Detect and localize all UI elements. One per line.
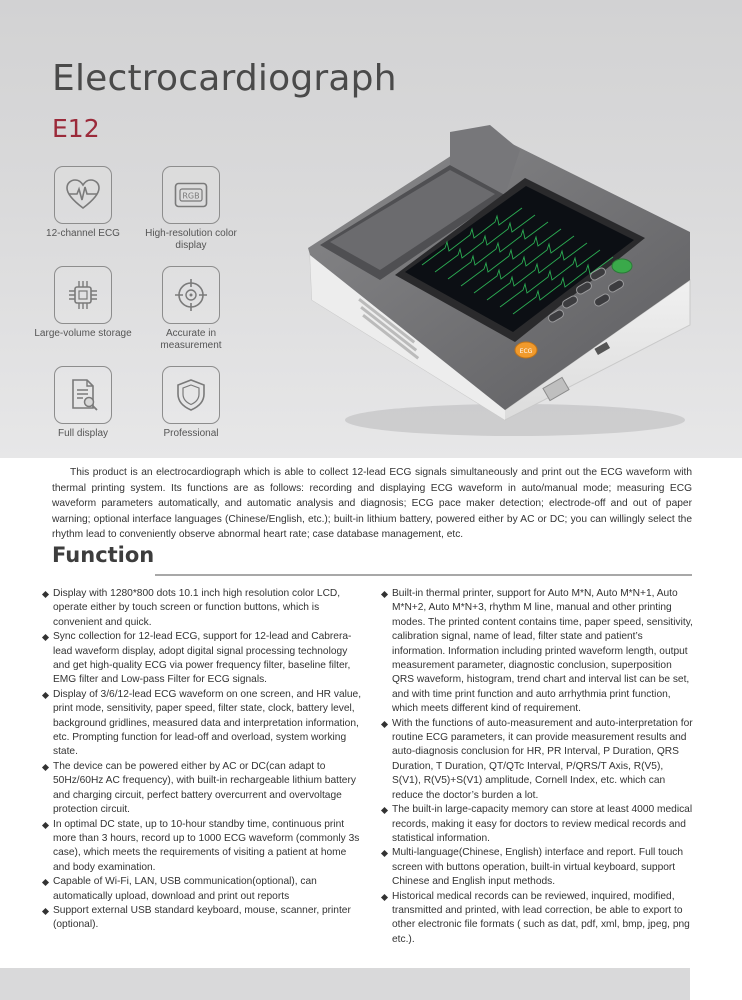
feature-color-display xyxy=(136,166,246,252)
feature-accuracy xyxy=(136,266,246,352)
rgb-display-icon xyxy=(162,166,220,224)
list-item: Multi-language(Chinese, English) interface and report. Full touch screen with buttons operation, built-in virtual keyboard, support Chinese and English input methods. xyxy=(381,846,693,889)
function-list-left xyxy=(42,587,366,933)
feature-full-display xyxy=(28,366,138,440)
list-item: The device can be powered either by AC or DC(can adapt to 50Hz/60Hz AC frequency), with built-in rechargeable lithium battery and charging circuit, perfect battery overcurrent and overvoltage protection circuit. xyxy=(42,760,366,818)
target-icon xyxy=(162,266,220,324)
model-name: E12 xyxy=(52,114,100,143)
svg-text:RGB: RGB xyxy=(182,191,200,201)
list-item: In optimal DC state, up to 10-hour standby time, continuous print more than 3 hours, record up to 1000 ECG waveform (commonly 3s case), which meets the requirements of visiting a patient at home and body examination. xyxy=(42,818,366,876)
ecg-device-image xyxy=(300,120,700,450)
footer-band xyxy=(0,968,690,1000)
section-divider xyxy=(155,574,692,576)
ecg-button-label: ECG xyxy=(519,348,533,355)
feature-label: Full display xyxy=(57,428,109,439)
list-item: Historical medical records can be reviewed, inquired, modified, transmitted and printed, with lead correction, be able to export to other electronic file formats ( such as dat, pdf, xml, bmp, jpeg, png etc.). xyxy=(381,890,693,948)
list-item: The built-in large-capacity memory can store at least 4000 medical records, making it easy for doctors to review medical records and statistical information. xyxy=(381,803,693,846)
shield-icon xyxy=(162,366,220,424)
list-item: With the functions of auto-measurement and auto-interpretation for routine ECG parameters, it can provide measurement results and auto-diagnosis conclusion for HR, PR Interval, P Duration, QRS Duration, T Duration, QT/QTc Interval, P/QRS/T Axis, R(V5), S(V1), R(V5)+S(V1) amplitude, Cornell Index, etc. which can reduce the doctor’s burden a lot. xyxy=(381,717,693,803)
feature-label: Accurate in measurement xyxy=(160,328,222,351)
feature-label: Large-volume storage xyxy=(34,328,132,339)
chip-icon xyxy=(54,266,112,324)
feature-professional xyxy=(136,366,246,440)
list-item: Support external USB standard keyboard, mouse, scanner, printer (optional). xyxy=(42,904,366,933)
feature-12-channel-ecg xyxy=(28,166,138,240)
feature-storage xyxy=(28,266,138,340)
feature-label: High-resolution color display xyxy=(145,228,237,251)
feature-label: Professional xyxy=(163,428,219,439)
intro-paragraph: This product is an electrocardiograph which is able to collect 12-lead ECG signals simultaneously and print out the ECG waveform with thermal printing system. Its functions are as follows: recording and displaying ECG waveform in auto/manual mode; measuring ECG waveform parameters automatically, and automatic analysis and diagnosis; ECG pace maker detection; electrode-off and out of paper warning; optional interface languages (Chinese/English, etc.); built-in lithium battery, powered either by AC or DC; you can willingly select the rhythm lead to conveniently observe abnormal heart rate; case database management, etc. xyxy=(52,467,692,541)
page-title: Electrocardiograph xyxy=(52,58,397,99)
list-item: Display with 1280*800 dots 10.1 inch high resolution color LCD, operate either by touch screen or function buttons, which is convenient and quick. xyxy=(42,587,366,630)
hero-banner xyxy=(0,0,742,458)
heart-ecg-icon xyxy=(54,166,112,224)
feature-label: 12-channel ECG xyxy=(46,228,120,239)
section-title-function: Function xyxy=(52,543,155,567)
list-item: Capable of Wi-Fi, LAN, USB communication(optional), can automatically upload, download and print out reports xyxy=(42,875,366,904)
list-item: Sync collection for 12-lead ECG, support for 12-lead and Cabrera-lead waveform display, adopt digital signal processing technology and get high-quality ECG via power frequency filter, baseline filter, EMG filter and Low-pass Filter for ECG signals. xyxy=(42,630,366,688)
list-item: Display of 3/6/12-lead ECG waveform on one screen, and HR value, print mode, sensitivity, paper speed, filter state, clock, battery level, background gridlines, measured data and interpretation information, etc. Prompting function for lead-off and overload, system working state. xyxy=(42,688,366,760)
list-item: Built-in thermal printer, support for Auto M*N, Auto M*N+1, Auto M*N+2, Auto M*N+3, rhythm M line, manual and other printing modes. The printed content contains time, paper speed, sensitivity, calibration signal, name of lead, filter state and patient’s information. Information including printed waveform length, output measurement parameter, diagnostic conclusion, superposition QRS waveform, histogram, trend chart and interval list can be set, and with time print function and auto arrhythmia print function, which meets different kind of requirement. xyxy=(381,587,693,717)
document-magnifier-icon xyxy=(54,366,112,424)
function-list-right xyxy=(381,587,693,947)
